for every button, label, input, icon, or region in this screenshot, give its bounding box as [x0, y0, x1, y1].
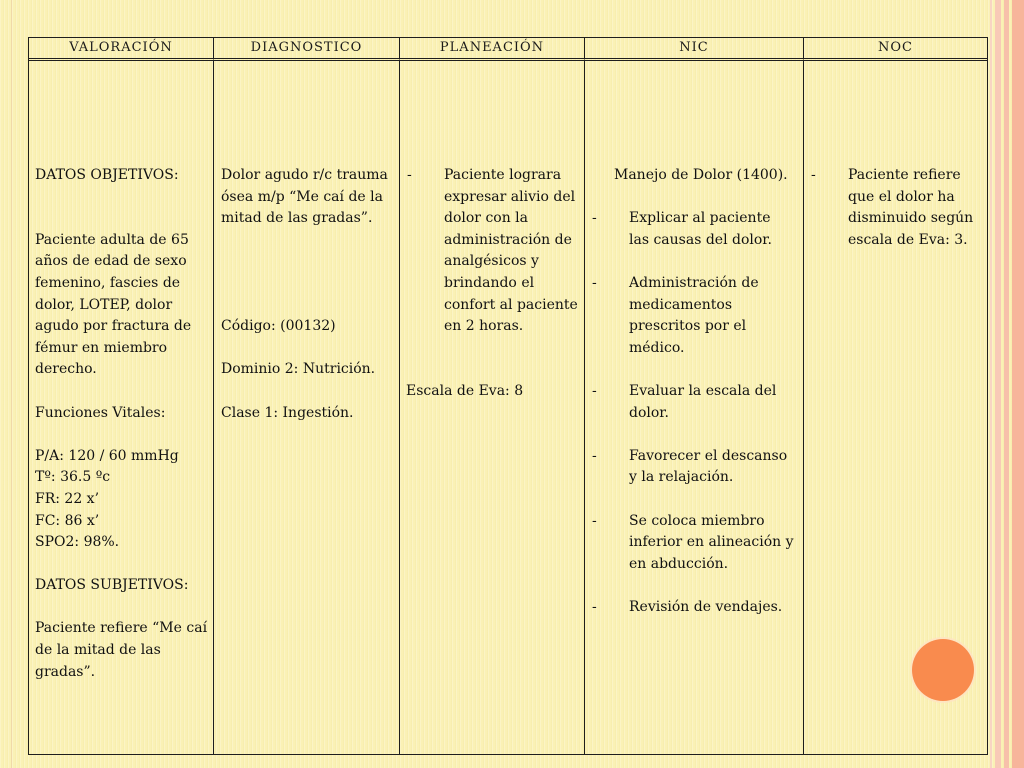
nic-activity [585, 446, 803, 489]
noc-outcome-text: Paciente refiere que el dolor ha disminuido según escala de Eva: 3. [848, 167, 974, 248]
objective-data-text: Paciente adulta de 65 años de edad de sexo femenino, fascies de dolor, LOTEP, dolor agudo por fractura de fémur en miembro derecho. [35, 231, 192, 378]
planning-goal-text: Paciente lograra expresar alivio del dolor con la administración de analgésicos y brindando el confort al paciente en 2 horas. [444, 167, 578, 335]
vital-signs-list [35, 446, 213, 554]
header-planeacion: PLANEACIÓN [400, 38, 585, 61]
diagnosis-code: Código: (00132) [221, 318, 336, 335]
vital-sign-temperature: Tº: 36.5 ºc [35, 469, 111, 486]
nic-activity-text: Se coloca miembro inferior en alineación y en abducción. [629, 512, 794, 572]
header-noc: NOC [804, 38, 987, 61]
pain-scale-initial: Escala de Eva: 8 [406, 382, 524, 399]
nic-intervention: Manejo de Dolor (1400). [614, 167, 788, 183]
cell-diagnostico [214, 61, 400, 754]
header-diagnostico: DIAGNOSTICO [214, 38, 400, 61]
planning-goal-item [400, 165, 584, 338]
nic-activity [585, 597, 803, 619]
noc-outcome-item [804, 165, 987, 251]
vital-sign-spo2: SPO2: 98%. [35, 534, 120, 551]
nic-activity-text: Explicar al paciente las causas del dolor. [629, 210, 772, 248]
right-border-stripe [995, 0, 1001, 768]
list-marker: - [592, 210, 597, 227]
vital-sign-respiratory-rate: FR: 22 x’ [35, 490, 100, 507]
diagnosis-statement: Dolor agudo r/c trauma ósea m/p “Me caí de la mitad de las gradas”. [221, 167, 388, 227]
right-border-stripe [1012, 0, 1024, 768]
list-marker: - [592, 512, 597, 529]
nic-activity [585, 381, 803, 424]
accent-circle [912, 639, 974, 701]
nic-activity [585, 208, 803, 251]
care-plan-table [28, 37, 988, 755]
list-marker: - [592, 447, 597, 464]
list-marker: - [592, 274, 597, 291]
header-valoracion: VALORACIÓN [29, 38, 214, 61]
right-border-stripe [1004, 0, 1009, 768]
vital-sign-blood-pressure: P/A: 120 / 60 mmHg [35, 447, 179, 464]
nic-activity-text: Administración de medicamentos prescritos por el médico. [629, 274, 759, 356]
vital-sign-heart-rate: FC: 86 x’ [35, 512, 100, 529]
header-nic: NIC [585, 38, 804, 61]
subjective-data-title: DATOS SUBJETIVOS: [35, 577, 189, 594]
list-marker: - [592, 382, 597, 399]
nic-activity [585, 511, 803, 576]
diagnosis-class: Clase 1: Ingestión. [221, 404, 354, 421]
cell-valoracion [29, 61, 214, 754]
list-marker: - [811, 167, 816, 183]
nic-activities-list [585, 208, 803, 618]
objective-data-title: DATOS OBJETIVOS: [35, 167, 179, 183]
nic-activity-text: Favorecer el descanso y la relajación. [629, 447, 788, 486]
left-edge-rule [11, 0, 12, 768]
nic-activity-text: Evaluar la escala del dolor. [629, 382, 777, 421]
subjective-data-text: Paciente refiere “Me caí de la mitad de las gradas”. [35, 620, 208, 680]
vital-signs-title: Funciones Vitales: [35, 404, 166, 421]
cell-nic [585, 61, 804, 754]
nic-activity [585, 273, 803, 359]
list-marker: - [592, 598, 597, 615]
right-border-stripe [990, 0, 992, 768]
cell-planeacion [400, 61, 585, 754]
diagnosis-domain: Dominio 2: Nutrición. [221, 361, 376, 378]
list-marker: - [407, 167, 412, 183]
nic-activity-text: Revisión de vendajes. [629, 598, 783, 615]
